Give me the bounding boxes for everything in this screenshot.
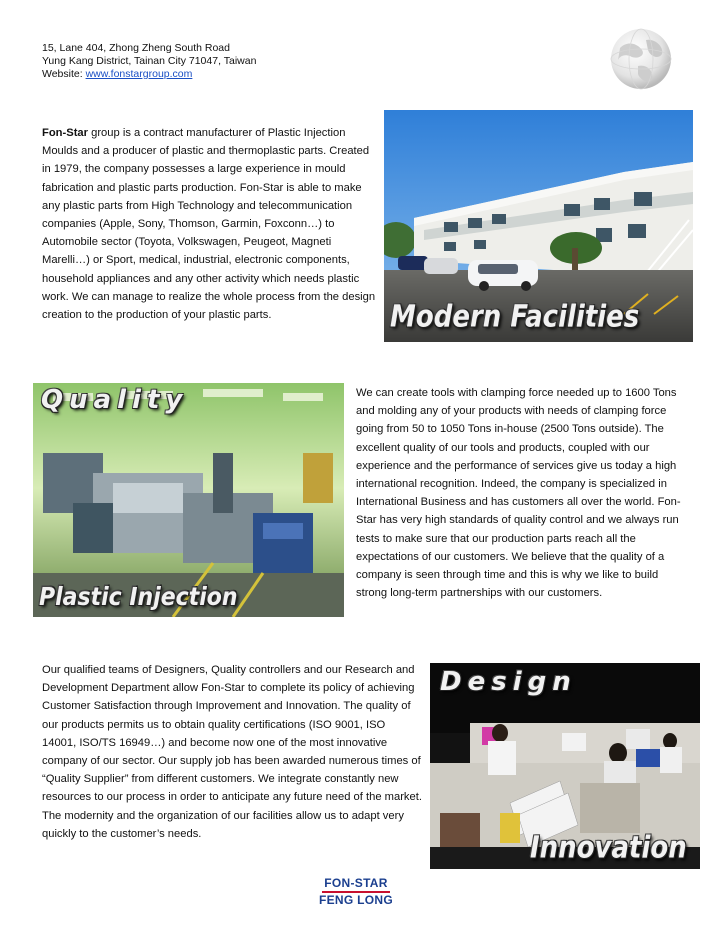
globe-icon xyxy=(608,26,674,92)
address-line-2: Yung Kang District, Tainan City 71047, Taiwan xyxy=(42,55,257,67)
caption-quality: Quality xyxy=(41,385,189,415)
intro-paragraph xyxy=(42,124,376,324)
fon-star-logo xyxy=(318,877,394,907)
logo-line-2: FENG LONG xyxy=(318,893,394,907)
website-line xyxy=(42,68,256,81)
design-paragraph: Our qualified teams of Designers, Quality controllers and our Research and Development Department allow Fon-Star to complete its policy of achieving Customer Satisfaction through Improvement and Innovation. The quality of our products permits us to obtain quality certifications (ISO 9001, ISO 14001, ISO/TS 16949…) and become now one of the most innovative company of our sector. Our supply job has been awarded numerous times of “Quality Supplier” from different customers. We integrate constantly new resources to our process in order to anticipate any future need of the market. The modernity and the organization of our facilities allow us to adapt very quickly to the customer’s needs. xyxy=(42,664,422,840)
brand-name: Fon-Star xyxy=(42,127,88,139)
company-address xyxy=(42,42,256,81)
intro-text: group is a contract manufacturer of Plastic Injection Moulds and a producer of plastic and thermoplastic parts. Created in 1979, the company possesses a large experience in mould fabrication and plastic parts production. Fon-Star is able to make any plastic parts from High Technology and telecommunication companies (Apple, Sony, Thomson, Garmin, Foxconn…) to Automobile sector (Toyota, Volkswagen, Peugeot, Magneti Marelli…) or Sport, medical, industrial, electronic components, household appliances and any other activity which needs plastic work. We can manage to realize the whole process from the design creation to the production of your plastic parts. xyxy=(42,127,376,322)
logo-line-1: FON-STAR xyxy=(324,876,388,890)
website-link[interactable]: www.fonstargroup.com xyxy=(85,68,193,80)
injection-photo xyxy=(33,383,344,617)
address-line-1: 15, Lane 404, Zhong Zheng South Road xyxy=(42,42,230,54)
caption-plastic-injection: Plastic Injection xyxy=(39,583,238,612)
caption-design: Design xyxy=(440,667,577,697)
website-label: Website: xyxy=(42,68,86,80)
facilities-photo xyxy=(384,110,693,342)
caption-modern-facilities: Modern Facilities xyxy=(390,300,640,335)
design-office-photo xyxy=(430,663,700,869)
caption-innovation: Innovation xyxy=(530,831,687,866)
quality-paragraph: We can create tools with clamping force needed up to 1600 Tons and molding any of your products with needs of clamping force going from 50 to 1050 Tons in-house (2500 Tons outside). The excellent quality of our tools and products, coupled with our experience and the performance of services give us today a high international recognition. Indeed, the company is specialized in International Business and has customers all over the world. Fon-Star has very high standards of quality control and we always run tests to make sure that our production parts reach all the expectations of our customers. We believe that the quality of a company is seen through time and this is why we like to build strong long-term partnerships with our customers. xyxy=(356,387,681,600)
